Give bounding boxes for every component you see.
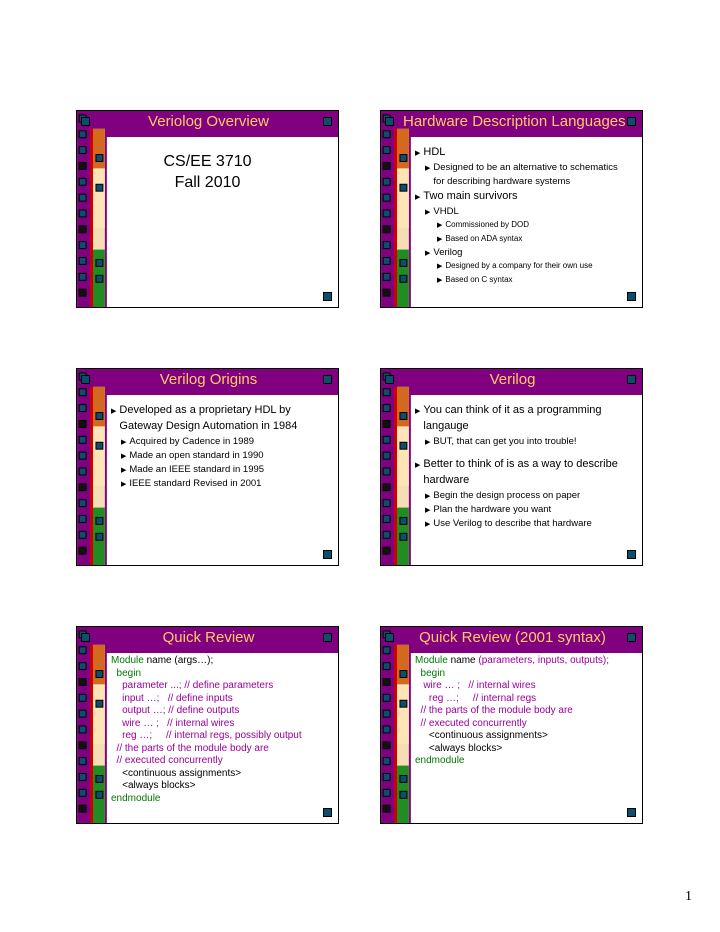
corner-square-icon <box>323 633 332 642</box>
corner-square-icon <box>323 117 332 126</box>
bullet-text: Better to think of is as a way to describe <box>423 458 618 470</box>
code-line <box>111 718 334 731</box>
bullet-triangle-icon: ▶ <box>437 263 443 270</box>
slide-title: Verilog Origins <box>159 371 258 388</box>
bullet-item <box>425 517 638 531</box>
bullet-triangle-icon: ▶ <box>415 194 421 201</box>
slide-3 <box>76 368 339 566</box>
corner-square-icon <box>627 633 636 642</box>
bullet-text: HDL <box>423 146 446 158</box>
bullet-item <box>425 161 638 175</box>
bullet-triangle-icon: ▶ <box>121 481 127 488</box>
code-segment: // executed concurrently <box>111 755 223 766</box>
slide-title: Verilog <box>489 371 536 388</box>
bullet-triangle-icon: ▶ <box>425 250 431 257</box>
bullet-text: Begin the design process on paper <box>433 490 581 501</box>
bullet-text: Two main survivors <box>423 190 518 202</box>
bullet-item <box>121 463 334 477</box>
bullet-triangle-icon: ▶ <box>415 150 421 157</box>
bullet-item <box>415 403 638 419</box>
bullet-text: Made an IEEE standard in 1995 <box>129 464 265 475</box>
bullet-text: Gateway Design Automation in 1984 <box>119 420 298 432</box>
code-segment: wire … ; // internal wires <box>111 717 235 729</box>
page-number: 1 <box>685 889 692 904</box>
bullet-text: Plan the hardware you want <box>433 504 552 515</box>
slide-5 <box>76 626 339 824</box>
bullet-item <box>111 403 334 419</box>
code-segment: <continuous assignments> <box>415 730 548 741</box>
code-line <box>415 743 638 756</box>
bullet-triangle-icon: ▶ <box>425 493 431 500</box>
bullet-item <box>425 435 638 449</box>
bullet-triangle-icon: ▶ <box>415 408 421 415</box>
bullet-item <box>425 175 638 189</box>
template-decoration <box>77 369 107 565</box>
bullet-triangle-icon: ▶ <box>425 507 431 514</box>
bullet-item <box>437 219 638 233</box>
code-segment: <always blocks> <box>415 742 503 754</box>
bullet-text: Designed to be an alternative to schematics <box>433 162 618 173</box>
code-segment: endmodule <box>415 755 465 766</box>
code-segment: // executed concurrently <box>415 717 527 729</box>
bullet-text: Designed by a company for their own use <box>445 261 593 270</box>
corner-square-icon <box>627 375 636 384</box>
cover-line: CS/EE 3710 <box>163 153 252 170</box>
corner-square-icon <box>81 117 90 126</box>
bullet-text: BUT, that can get you into trouble! <box>433 436 577 447</box>
code-line <box>415 718 638 731</box>
bullet-triangle-icon: ▶ <box>425 439 431 446</box>
bullet-item <box>415 189 638 205</box>
corner-square-icon <box>627 117 636 126</box>
slide-title: Quick Review <box>162 629 255 646</box>
bullet-item <box>425 246 638 260</box>
bullet-item <box>415 145 638 161</box>
bullet-text: VHDL <box>433 206 459 217</box>
bullet-text: hardware <box>423 474 470 486</box>
bullet-text: Use Verilog to describe that hardware <box>433 518 592 529</box>
bullet-triangle-icon: ▶ <box>425 209 431 216</box>
code-segment: // the parts of the module body are <box>415 705 573 716</box>
template-decoration <box>77 111 107 307</box>
bullet-item <box>425 503 638 517</box>
slide-title: Quick Review (2001 syntax) <box>419 629 606 646</box>
code-line <box>415 655 638 668</box>
code-segment: name (args…); <box>143 655 214 666</box>
bullet-triangle-icon: ▶ <box>437 276 443 284</box>
code-segment: input …; // define inputs <box>111 692 233 704</box>
code-line <box>111 793 334 806</box>
bullet-text: Developed as a proprietary HDL by <box>119 404 291 416</box>
cover-line: Fall 2010 <box>174 174 241 191</box>
bullet-triangle-icon: ▶ <box>121 439 127 446</box>
bullet-triangle-icon: ▶ <box>111 408 117 415</box>
template-decoration <box>77 627 107 823</box>
code-block <box>415 655 638 821</box>
code-line <box>415 705 638 718</box>
code-line <box>111 768 334 781</box>
code-segment: Module <box>415 655 448 666</box>
bullet-triangle-icon: ▶ <box>425 165 431 172</box>
slide-2 <box>380 110 643 308</box>
bullet-list <box>415 403 638 563</box>
code-line <box>415 730 638 743</box>
bullet-list <box>111 403 334 563</box>
bullet-item <box>425 205 638 219</box>
cover-text <box>77 151 338 193</box>
bullet-item <box>121 477 334 491</box>
code-segment: begin <box>415 667 446 679</box>
code-segment: <continuous assignments> <box>111 767 242 779</box>
code-line <box>111 705 334 718</box>
bullet-triangle-icon: ▶ <box>425 521 431 528</box>
bullet-triangle-icon: ▶ <box>415 462 421 469</box>
bullet-item <box>437 233 638 247</box>
code-line <box>111 730 334 743</box>
corner-square-icon <box>385 117 394 126</box>
bullet-triangle-icon: ▶ <box>437 235 443 243</box>
code-segment: // the parts of the module body are <box>111 742 269 754</box>
bullet-text: IEEE standard Revised in 2001 <box>129 478 262 489</box>
corner-square-icon <box>385 633 394 642</box>
bullet-item <box>121 449 334 463</box>
code-segment: Module <box>111 655 144 666</box>
template-decoration <box>381 111 411 307</box>
bullet-text: Based on C syntax <box>445 274 513 284</box>
code-line <box>111 668 334 681</box>
bullet-item <box>437 274 638 288</box>
code-segment: output …; // define outputs <box>111 705 240 716</box>
slide-1 <box>76 110 339 308</box>
bullet-text: Verilog <box>433 247 463 258</box>
bullet-list <box>415 145 638 305</box>
code-line <box>111 693 334 706</box>
code-segment: name <box>447 655 479 666</box>
bullet-triangle-icon: ▶ <box>121 453 127 460</box>
slide-title: Veriolog Overview <box>148 113 269 130</box>
corner-square-icon <box>81 375 90 384</box>
bullet-text: You can think of it as a programming <box>423 404 602 416</box>
bullet-text: for describing hardware systems <box>433 176 571 187</box>
bullet-item <box>121 435 334 449</box>
corner-square-icon <box>385 375 394 384</box>
bullet-text: langauge <box>423 420 469 432</box>
code-segment: reg …; // internal regs, possibly output <box>111 730 302 741</box>
code-segment: (parameters, inputs, outputs); <box>478 655 610 666</box>
slide-6 <box>380 626 643 824</box>
code-line <box>415 755 638 768</box>
template-decoration <box>381 627 411 823</box>
code-segment: wire … ; // internal wires <box>415 680 536 691</box>
bullet-item <box>415 457 638 473</box>
template-decoration <box>381 369 411 565</box>
code-line <box>111 680 334 693</box>
code-segment: reg …; // internal regs <box>415 692 537 704</box>
bullet-text: Made an open standard in 1990 <box>129 450 264 461</box>
bullet-item <box>415 473 638 489</box>
bullet-item <box>415 419 638 435</box>
code-segment: begin <box>111 667 142 679</box>
code-segment: <always blocks> <box>111 780 196 791</box>
slide-title: Hardware Description Languages <box>403 113 626 130</box>
bullet-item <box>111 419 334 435</box>
bullet-text: Commissioned by DOD <box>445 220 529 229</box>
corner-square-icon <box>81 633 90 642</box>
code-line <box>415 680 638 693</box>
bullet-item <box>425 489 638 503</box>
code-line <box>111 655 334 668</box>
code-segment: endmodule <box>111 792 161 804</box>
bullet-text: Based on ADA syntax <box>445 233 523 243</box>
bullet-triangle-icon: ▶ <box>437 222 443 229</box>
bullet-text: Acquired by Cadence in 1989 <box>129 436 255 447</box>
corner-square-icon <box>323 292 332 301</box>
bullet-triangle-icon: ▶ <box>121 467 127 474</box>
code-line <box>415 668 638 681</box>
code-segment: parameter ...; // define parameters <box>111 680 274 691</box>
code-line <box>111 743 334 756</box>
code-line <box>415 693 638 706</box>
code-block <box>111 655 334 821</box>
spacer <box>415 449 638 457</box>
code-line <box>111 780 334 793</box>
corner-square-icon <box>323 375 332 384</box>
bullet-item <box>437 260 638 274</box>
slide-4 <box>380 368 643 566</box>
code-line <box>111 755 334 768</box>
